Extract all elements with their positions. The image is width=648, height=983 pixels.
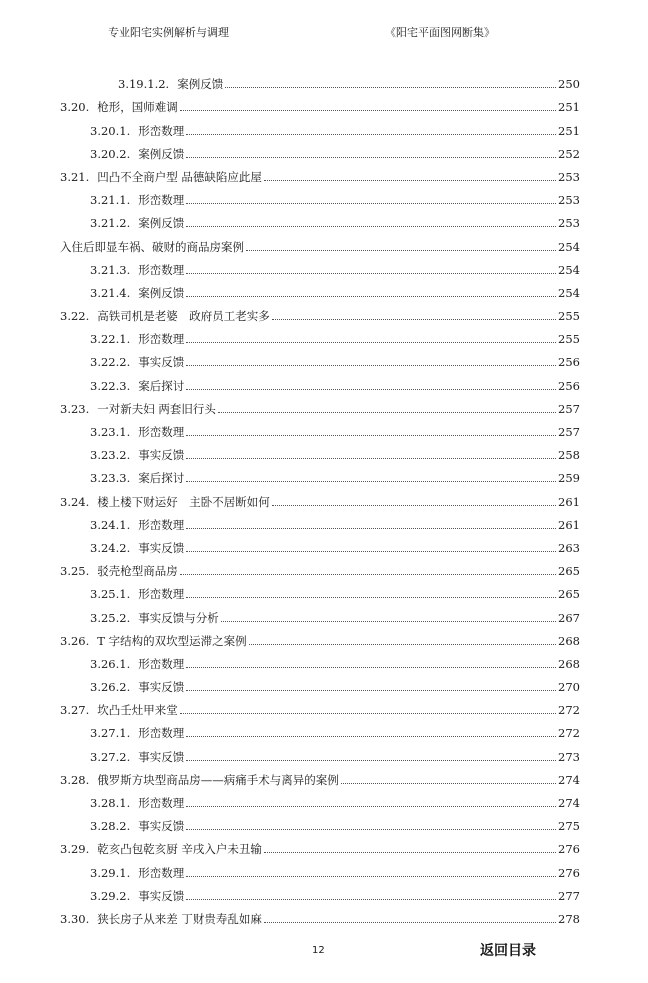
toc-entry-title: 事实反馈: [138, 888, 185, 903]
toc-entry-number: 3.20.2.: [90, 146, 131, 161]
toc-entry-page: 265: [558, 564, 580, 579]
toc-entry[interactable]: [60, 578, 580, 601]
toc-entry-page: 273: [558, 749, 580, 764]
toc-dot-leader: [186, 759, 556, 761]
toc-entry-title: 案例反馈: [138, 285, 185, 300]
toc-entry-number: 3.25.1.: [90, 587, 131, 602]
toc-dot-leader: [186, 457, 556, 459]
toc-entry-page: 275: [558, 819, 580, 834]
toc-entry-title: 事实反馈: [138, 680, 185, 695]
toc-dot-leader: [249, 643, 556, 645]
toc-entry[interactable]: [60, 555, 580, 578]
toc-dot-leader: [186, 202, 556, 204]
toc-entry-title: 一对新夫妇 两套旧行头: [97, 401, 216, 416]
toc-entry-page: 277: [558, 888, 580, 903]
toc-entry-page: 272: [558, 726, 580, 741]
toc-entry[interactable]: [60, 323, 580, 346]
toc-entry-title: 事实反馈: [138, 540, 185, 555]
toc-entry[interactable]: [60, 694, 580, 717]
toc-dot-leader: [180, 109, 556, 111]
toc-entry[interactable]: [60, 393, 580, 416]
toc-entry-number: 3.25.2.: [90, 610, 131, 625]
toc-entry-title: 案例反馈: [138, 146, 185, 161]
toc-entry-page: 256: [558, 355, 580, 370]
toc-entry-number: 3.22.2.: [90, 355, 131, 370]
toc-entry-number: 3.21.1.: [90, 193, 131, 208]
toc-entry-title: 事实反馈与分析: [138, 610, 219, 625]
toc-entry-number: 3.22.: [60, 309, 90, 324]
toc-entry-page: 254: [558, 262, 580, 277]
toc-entry-page: 268: [558, 633, 580, 648]
toc-entry-number: 3.28.1.: [90, 796, 131, 810]
toc-entry-number: 3.22.1.: [90, 332, 131, 347]
toc-entry-title: 形峦数理: [138, 193, 185, 208]
toc-entry[interactable]: [60, 230, 580, 253]
toc-entry-page: 256: [558, 378, 580, 393]
toc-dot-leader: [186, 666, 556, 668]
toc-entry[interactable]: [60, 671, 580, 694]
toc-dot-leader: [186, 388, 556, 390]
toc-entry-page: 250: [558, 77, 580, 92]
toc-entry[interactable]: [60, 787, 580, 810]
toc-entry-number: 3.23.1.: [90, 425, 131, 439]
toc-dot-leader: [221, 620, 556, 622]
toc-dot-leader: [180, 573, 556, 575]
toc-entry[interactable]: [60, 880, 580, 903]
toc-entry[interactable]: [60, 485, 580, 508]
toc-dot-leader: [186, 133, 556, 135]
toc-entry[interactable]: [60, 207, 580, 230]
toc-entry[interactable]: [60, 740, 580, 763]
toc-dot-leader: [186, 434, 556, 436]
toc-entry[interactable]: [60, 300, 580, 323]
toc-entry-title: 俄罗斯方块型商品房——病痛手术与离异的案例: [97, 772, 339, 787]
toc-dot-leader: [218, 411, 556, 413]
toc-dot-leader: [186, 689, 556, 691]
toc-entry-number: 3.26.2.: [90, 680, 131, 695]
toc-entry-page: 261: [558, 494, 580, 509]
toc-entry[interactable]: [60, 416, 580, 439]
toc-entry-title: 形峦数理: [138, 865, 185, 880]
toc-entry[interactable]: [60, 532, 580, 555]
toc-entry-page: 253: [558, 216, 580, 231]
toc-entry-title: 事实反馈: [138, 448, 185, 463]
toc-entry-page: 258: [558, 448, 580, 463]
toc-entry[interactable]: [60, 254, 580, 277]
toc-entry-number: 3.29.1.: [90, 865, 131, 880]
toc-entry-title: 凹凸不全商户型 品德缺陷应此屋: [97, 169, 262, 184]
toc-entry-page: 272: [558, 703, 580, 718]
toc-dot-leader: [186, 805, 556, 807]
toc-entry-title: 乾亥凸包乾亥厨 辛戌入户未丑输: [97, 842, 262, 857]
toc-dot-leader: [186, 225, 556, 227]
toc-entry-page: 263: [558, 540, 580, 555]
toc-entry-title: 入住后即显车祸、破财的商品房案例: [60, 239, 244, 254]
toc-entry[interactable]: [60, 903, 580, 926]
toc-entry[interactable]: [60, 68, 580, 91]
toc-entry-number: 3.20.: [60, 100, 90, 115]
toc-entry-page: 257: [558, 425, 580, 439]
toc-dot-leader: [186, 875, 556, 877]
toc-entry-number: 3.30.: [60, 911, 90, 926]
toc-entry-number: 3.20.1.: [90, 123, 131, 138]
toc-entry-page: 274: [558, 772, 580, 787]
toc-entry[interactable]: [60, 509, 580, 532]
toc-dot-leader: [186, 735, 556, 737]
toc-entry-title: 案后探讨: [138, 471, 185, 486]
toc-entry-number: 3.25.: [60, 564, 90, 579]
toc-entry-number: 3.26.1.: [90, 656, 131, 671]
toc-entry-title: 形峦数理: [138, 656, 185, 671]
toc-entry-page: 274: [558, 796, 580, 810]
toc-entry-title: 形峦数理: [138, 425, 185, 439]
back-to-contents-link[interactable]: 返回目录: [480, 943, 536, 959]
toc-dot-leader: [246, 249, 556, 251]
toc-entry-page: 276: [558, 842, 580, 857]
toc-entry[interactable]: [60, 114, 580, 137]
toc-entry-number: 3.27.: [60, 703, 90, 718]
toc-entry-page: 255: [558, 309, 580, 324]
toc-entry-title: 案后探讨: [138, 378, 185, 393]
toc-dot-leader: [186, 596, 556, 598]
toc-entry[interactable]: [60, 138, 580, 161]
toc-entry[interactable]: [60, 856, 580, 879]
toc-entry-title: 形峦数理: [138, 332, 185, 347]
toc-entry-page: 253: [558, 169, 580, 184]
toc-dot-leader: [186, 272, 556, 274]
toc-entry-number: 3.19.1.2.: [118, 77, 170, 92]
toc-entry[interactable]: [60, 764, 580, 787]
toc-entry-page: 255: [558, 332, 580, 347]
toc-entry-number: 3.21.4.: [90, 285, 131, 300]
toc-entry[interactable]: [60, 833, 580, 856]
toc-entry-title: 形峦数理: [138, 517, 185, 532]
toc-entry-title: 形峦数理: [138, 262, 185, 277]
toc-entry-page: 252: [558, 146, 580, 161]
toc-entry-number: 3.21.3.: [90, 262, 131, 277]
page-header: [0, 24, 648, 42]
toc-entry[interactable]: [60, 717, 580, 740]
toc-entry[interactable]: [60, 91, 580, 114]
toc-entry-number: 3.24.: [60, 494, 90, 509]
toc-dot-leader: [186, 898, 556, 900]
toc-dot-leader: [272, 318, 556, 320]
toc-dot-leader: [186, 156, 556, 158]
toc-dot-leader: [272, 504, 556, 506]
toc-entry[interactable]: [60, 184, 580, 207]
toc-entry-number: 3.29.2.: [90, 888, 131, 903]
toc-entry[interactable]: [60, 625, 580, 648]
toc-entry-title: 案例反馈: [177, 77, 224, 92]
toc-dot-leader: [264, 179, 556, 181]
toc-dot-leader: [264, 851, 556, 853]
toc-entry-page: 259: [558, 471, 580, 486]
toc-entry-title: 狭长房子从来差 丁财贵寿乱如麻: [97, 911, 262, 926]
toc-entry-number: 3.23.2.: [90, 448, 131, 463]
toc-entry-number: 3.27.1.: [90, 726, 131, 741]
toc-entry-page: 257: [558, 401, 580, 416]
toc-entry-page: 276: [558, 865, 580, 880]
toc-entry-number: 3.21.: [60, 169, 90, 184]
toc-entry[interactable]: [60, 346, 580, 369]
toc-entry-title: 事实反馈: [138, 819, 185, 834]
toc-entry-number: 3.28.2.: [90, 819, 131, 834]
toc-entry-number: 3.28.: [60, 772, 90, 787]
toc-entry-page: 253: [558, 193, 580, 208]
table-of-contents: [60, 68, 580, 926]
toc-dot-leader: [186, 527, 556, 529]
toc-entry-title: 高铁司机是老婆 政府员工老实多: [97, 309, 270, 324]
toc-entry-number: 3.22.3.: [90, 378, 131, 393]
toc-entry-title: 事实反馈: [138, 355, 185, 370]
toc-entry-number: 3.23.3.: [90, 471, 131, 486]
toc-entry-number: 3.26.: [60, 633, 90, 648]
toc-entry-page: 254: [558, 239, 580, 254]
toc-entry[interactable]: [60, 648, 580, 671]
toc-entry-title: 枪形，国师难调: [97, 100, 178, 115]
toc-entry-number: 3.27.2.: [90, 749, 131, 764]
toc-entry-page: 251: [558, 123, 580, 138]
toc-entry[interactable]: [60, 277, 580, 300]
toc-dot-leader: [186, 295, 556, 297]
toc-dot-leader: [186, 480, 556, 482]
toc-dot-leader: [341, 782, 556, 784]
toc-dot-leader: [264, 921, 556, 923]
toc-dot-leader: [225, 86, 556, 88]
toc-entry[interactable]: [60, 439, 580, 462]
toc-entry-title: 形峦数理: [138, 726, 185, 741]
toc-entry-page: 251: [558, 100, 580, 115]
page-number: 12: [312, 945, 325, 956]
toc-entry-number: 3.24.1.: [90, 517, 131, 532]
toc-entry-page: 270: [558, 680, 580, 695]
toc-entry-page: 268: [558, 656, 580, 671]
toc-entry-page: 261: [558, 517, 580, 532]
toc-dot-leader: [186, 828, 556, 830]
toc-entry-page: 265: [558, 587, 580, 602]
header-book-title: 《阳宅平面图网断集》: [385, 26, 495, 39]
toc-dot-leader: [180, 712, 556, 714]
toc-entry-number: 3.24.2.: [90, 540, 131, 555]
toc-entry-title: 案例反馈: [138, 216, 185, 231]
toc-entry-title: 形峦数理: [138, 123, 185, 138]
toc-entry[interactable]: [60, 462, 580, 485]
toc-entry-title: 事实反馈: [138, 749, 185, 764]
toc-entry-number: 3.23.: [60, 401, 90, 416]
toc-dot-leader: [186, 550, 556, 552]
toc-entry-page: 267: [558, 610, 580, 625]
toc-entry-title: T 字结构的双坎型运滞之案例: [97, 633, 247, 648]
toc-entry-title: 楼上楼下财运好 主卧不居断如何: [97, 494, 270, 509]
toc-entry-title: 坎凸壬灶甲来堂: [97, 703, 178, 718]
toc-entry-title: 驳壳枪型商品房: [97, 564, 178, 579]
toc-dot-leader: [186, 341, 556, 343]
toc-entry-number: 3.29.: [60, 842, 90, 857]
toc-entry-page: 278: [558, 911, 580, 926]
toc-entry[interactable]: [60, 810, 580, 833]
toc-entry[interactable]: [60, 369, 580, 392]
toc-entry-page: 254: [558, 285, 580, 300]
toc-entry-title: 形峦数理: [138, 796, 185, 810]
toc-entry-number: 3.21.2.: [90, 216, 131, 231]
toc-dot-leader: [186, 364, 556, 366]
header-book-subtitle: 专业阳宅实例解析与调理: [108, 26, 229, 39]
toc-entry[interactable]: [60, 161, 580, 184]
toc-entry-title: 形峦数理: [138, 587, 185, 602]
toc-entry[interactable]: [60, 601, 580, 624]
